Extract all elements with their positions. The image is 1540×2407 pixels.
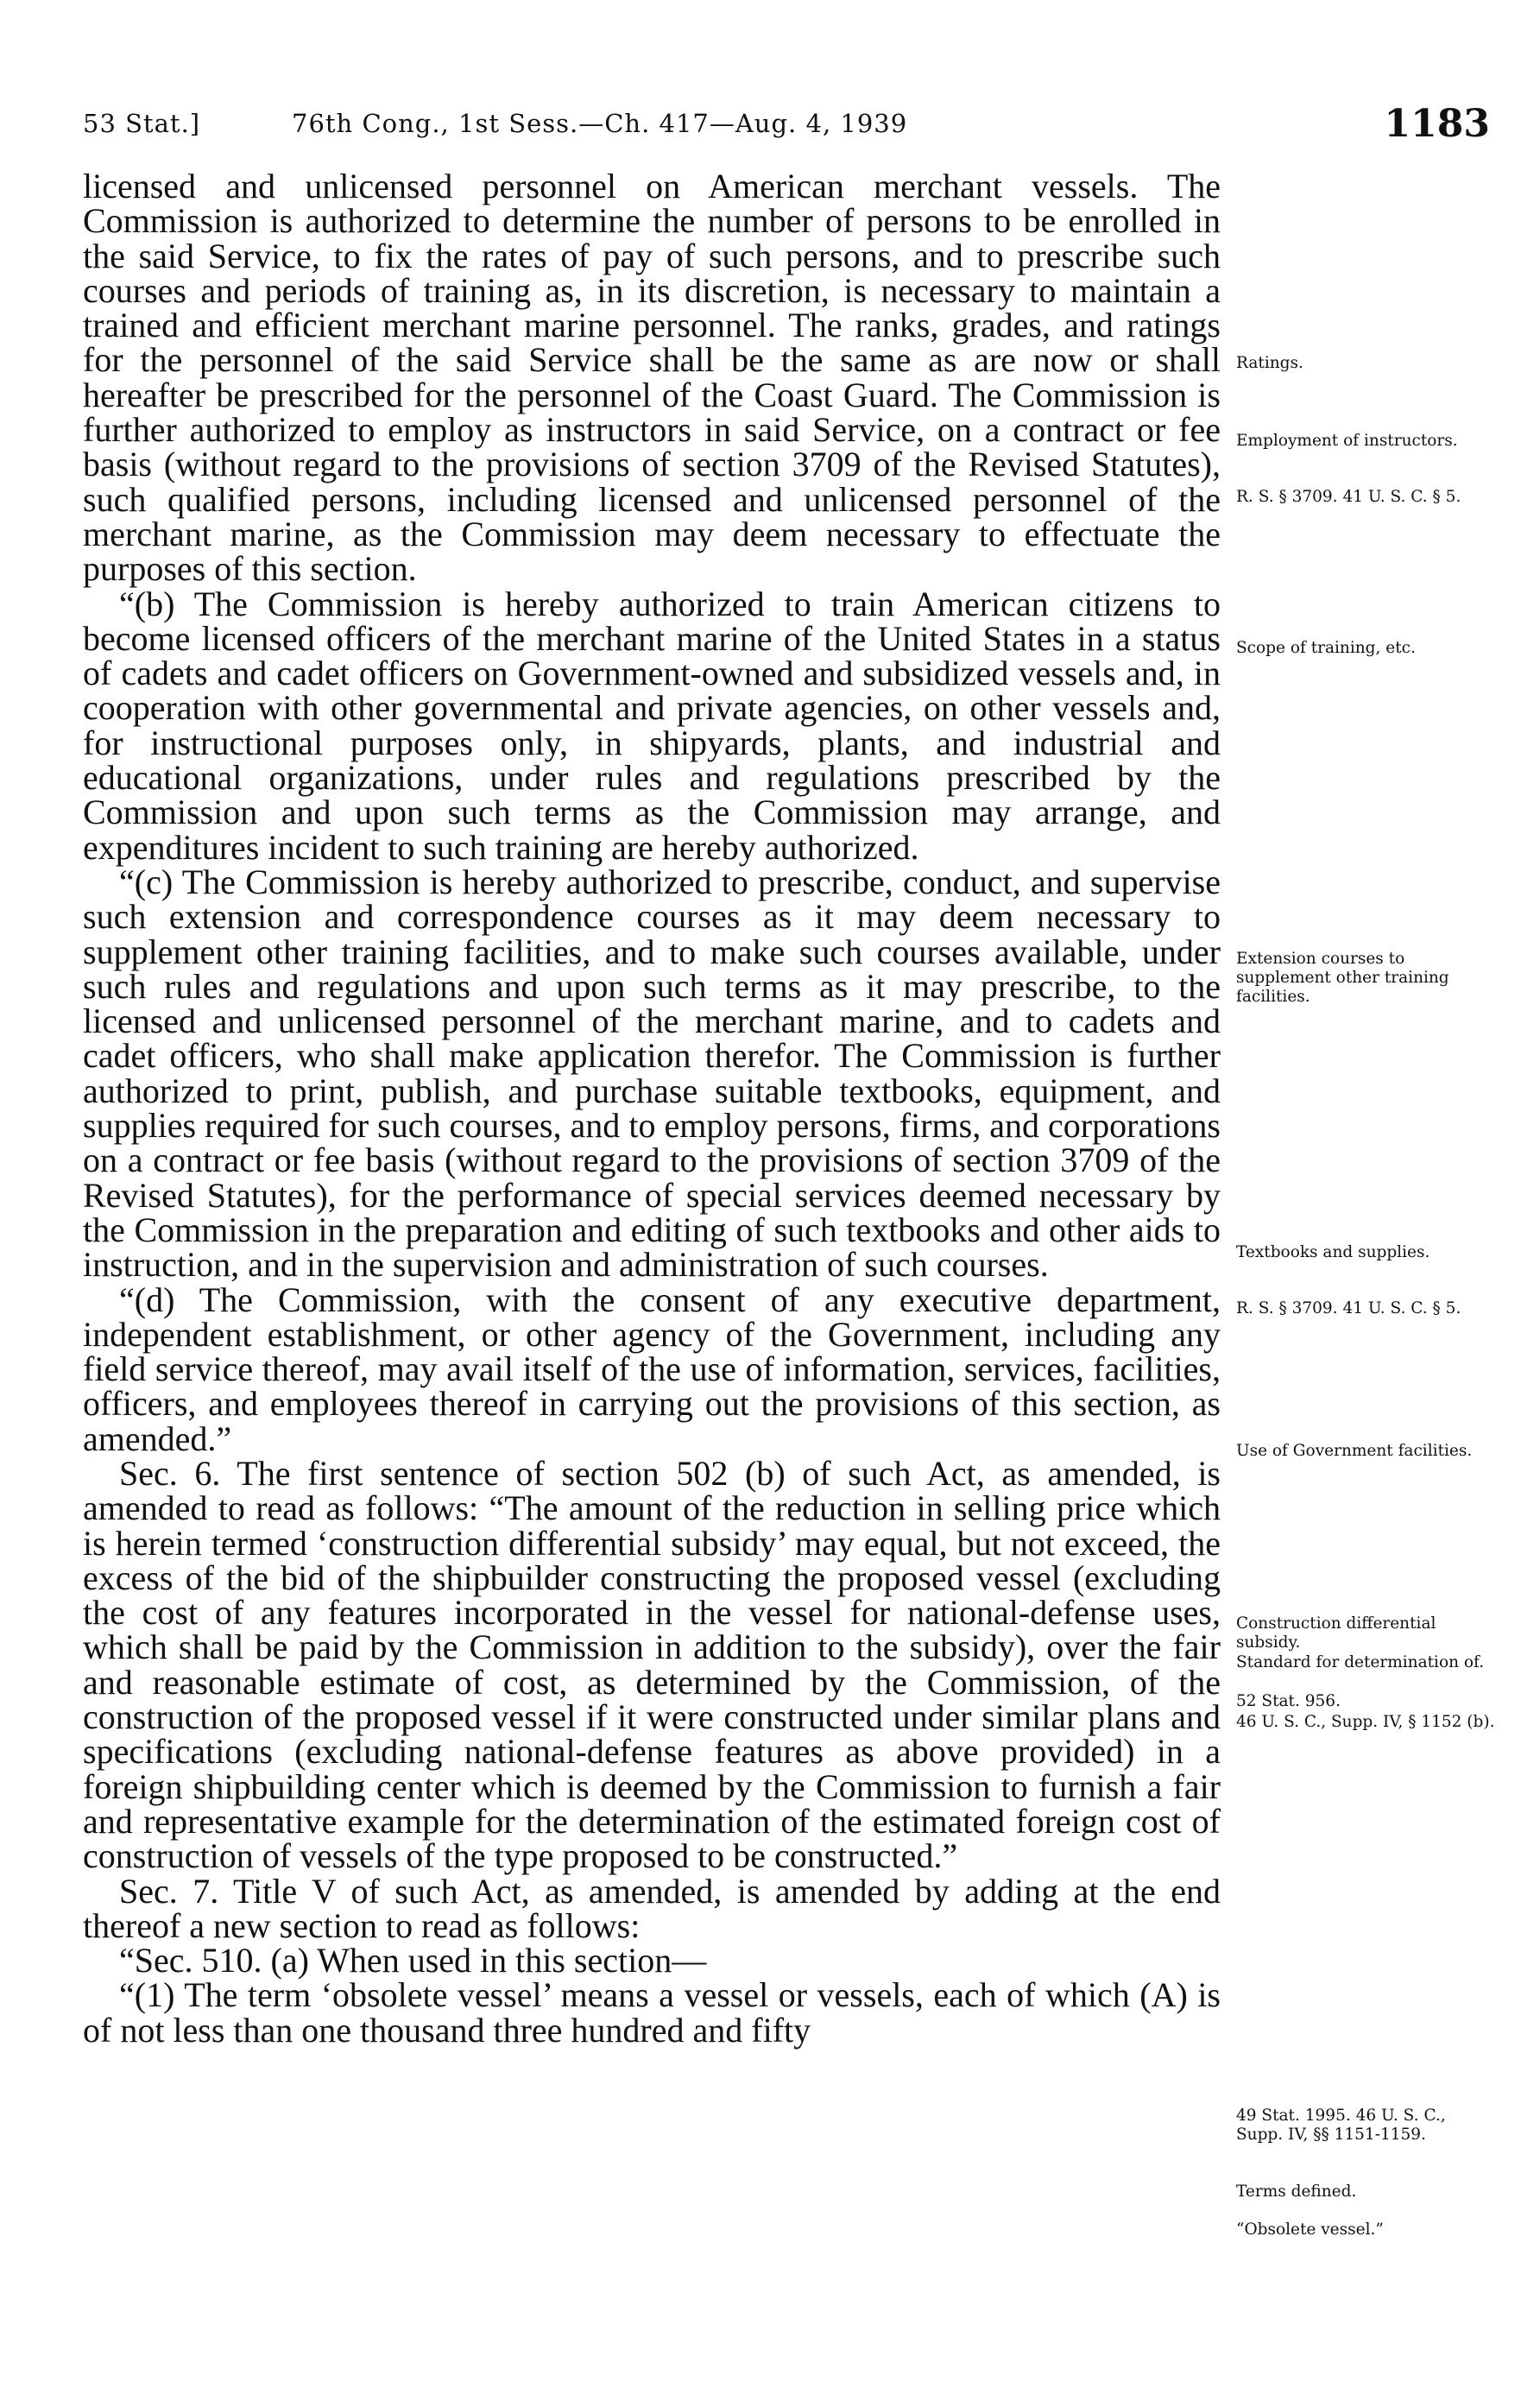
paragraph-continuation: licensed and unlicensed personnel on American merchant vessels. The Commission is authorized to determine the number of persons to be enrolled in the said Service, to fix the rates of pay of such persons, and to prescribe such courses and periods of training as, in its discretion, is necessary to maintain a trained and efficient merchant marine personnel. The ranks, grades, and ratings for the personnel of the said Service shall be the same as are now or shall hereafter be prescribed for the personnel of the Coast Guard. The Commission is further authorized to employ as instructors in said Service, on a contract or fee basis (without regard to the provisions of section 3709 of the Revised Statutes), such qualified persons, including licensed and unlicensed personnel of the merchant marine, as the Commission may deem necessary to effectuate the purposes of this section. (83, 167, 1221, 589)
page-header (83, 102, 1490, 154)
margin-note: Extension courses to supplement other training facilities. (1236, 950, 1449, 1006)
margin-note: R. S. § 3709. 41 U. S. C. § 5. (1236, 488, 1461, 506)
definition-1: “(1) The term ‘obsolete vessel’ means a vessel or vessels, each of which (A) is of not less than one thousand three hundred and fifty (83, 1975, 1221, 2050)
margin-note: Standard for determination of. (1236, 1653, 1485, 1671)
margin-note: Ratings. (1236, 354, 1303, 372)
main-text (83, 169, 1221, 2048)
margin-note: Employment of instructors. (1236, 432, 1458, 450)
paragraph-b: “(b) The Commission is hereby authorized to train American citizens to become licensed officers of the merchant marine of the United States in a status of cadets and cadet officers on Government-owned and subsidized vessels and, in cooperation with other governmental and private agencies, on other vessels and, for instructional purposes only, in shipyards, plants, and industrial and educational organizations, under rules and regulations prescribed by the Commission and upon such terms as the Commission may arrange, and expenditures incident to such training are hereby authorized. (83, 584, 1221, 867)
margin-note: Terms defined. (1236, 2183, 1357, 2201)
statute-reference: 53 Stat.] (83, 109, 201, 138)
margin-note: Scope of training, etc. (1236, 639, 1416, 657)
margin-note: Construction differential subsidy. (1236, 1614, 1436, 1652)
margin-note: Textbooks and supplies. (1236, 1243, 1430, 1261)
margin-note: Use of Government facilities. (1236, 1442, 1473, 1460)
section-7: Sec. 7. Title V of such Act, as amended, is amended by adding at the end thereof a new section to read as follows: (83, 1871, 1221, 1945)
section-6: Sec. 6. The first sentence of section 502 (b) of such Act, as amended, is amended to read as follows: “The amount of the reduction in selling price which is herein termed ‘construction differential subsidy’ may equal, but not exceed, the excess of the bid of the shipbuilder constructing the proposed vessel (excluding the cost of any features incorporated in the vessel for national-defense uses, which shall be paid by the Commission in addition to the subsidy), over the fair and reasonable estimate of cost, as determined by the Commission, of the construction of the proposed vessel if it were constructed under similar plans and specifications (excluding national-defense features as above provided) in a foreign shipbuilding center which is deemed by the Commission to furnish a fair and representative example for the determination of the estimated foreign cost of construction of vessels of the type proposed to be constructed.” (83, 1453, 1221, 1876)
margin-note: “Obsolete vessel.” (1236, 2221, 1384, 2239)
margin-note: 49 Stat. 1995. 46 U. S. C., Supp. IV, §§ 1151-1159. (1236, 2107, 1446, 2144)
margin-note: R. S. § 3709. 41 U. S. C. § 5. (1236, 1299, 1461, 1317)
paragraph-d: “(d) The Commission, with the consent of any executive department, independent establishment, or other agency of the Government, including any field service thereof, may avail itself of the use of information, services, facilities, officers, and employees thereof in carrying out the provisions of this section, as amended.” (83, 1279, 1221, 1458)
margin-note: 46 U. S. C., Supp. IV, § 1152 (b). (1236, 1713, 1495, 1731)
session-line: 76th Cong., 1st Sess.—Ch. 417—Aug. 4, 1939 (292, 109, 908, 138)
margin-note: 52 Stat. 956. (1236, 1692, 1341, 1710)
section-510-a: “Sec. 510. (a) When used in this section— (119, 1941, 707, 1981)
paragraph-c: “(c) The Commission is hereby authorized to prescribe, conduct, and supervise such extension and correspondence courses as it may deem necessary to supplement other training facilities, and to make such courses available, under such rules and regulations and upon such terms as it may prescribe, to the licensed and unlicensed personnel of the merchant marine, and to cadets and cadet officers, who shall make application therefor. The Commission is further authorized to print, publish, and purchase suitable textbooks, equipment, and supplies required for such courses, and to employ persons, firms, and corporations on a contract or fee basis (without regard to the provisions of section 3709 of the Revised Statutes), for the performance of special services deemed necessary by the Commission in the preparation and editing of such textbooks and other aids to instruction, and in the supervision and administration of such courses. (83, 862, 1221, 1285)
page-number: 1183 (1384, 102, 1490, 146)
